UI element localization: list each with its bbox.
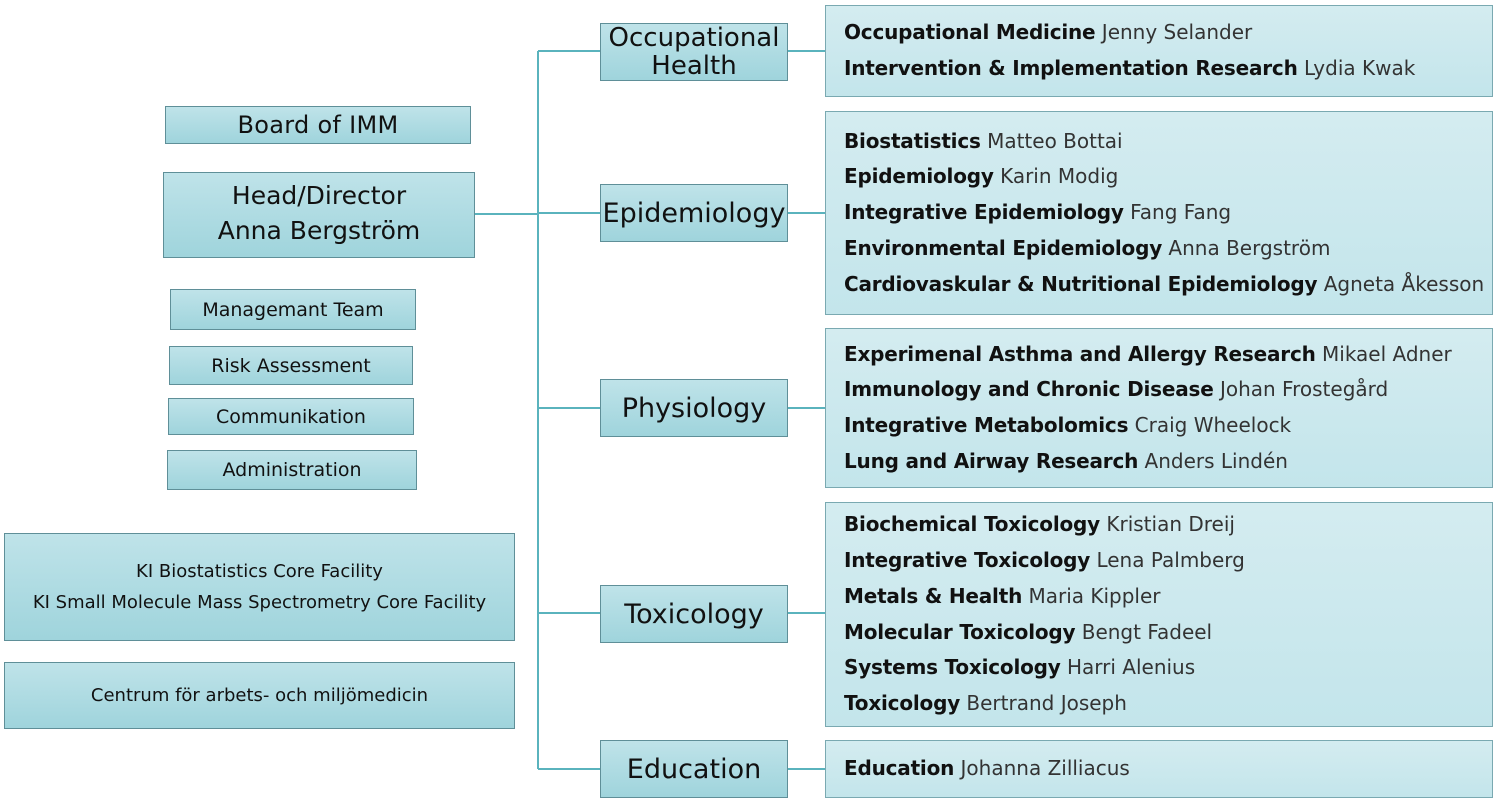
group-leader: Matteo Bottai — [987, 128, 1123, 153]
group-row — [844, 543, 1245, 579]
group-name: Occupational Medicine — [844, 20, 1096, 45]
group-leader: Anna Bergström — [1168, 235, 1331, 260]
group-leader: Harri Alenius — [1066, 655, 1196, 680]
group-row — [844, 372, 1388, 408]
group-name: Environmental Epidemiology — [844, 235, 1163, 260]
group-name: Integrative Toxicology — [844, 548, 1091, 573]
core-facility-label: KI Biostatistics Core Facility — [136, 561, 383, 582]
group-leader: Lydia Kwak — [1304, 56, 1416, 80]
department-epidemiology — [600, 184, 788, 242]
risk-assessment-box — [169, 346, 413, 385]
director-box — [163, 172, 475, 258]
group-row — [844, 231, 1330, 267]
management-team-label: Managemant Team — [202, 298, 384, 321]
group-row — [844, 195, 1231, 231]
department-label: Physiology — [621, 392, 767, 424]
groups-education — [825, 740, 1493, 798]
group-row — [844, 507, 1235, 543]
groups-occupational-health — [825, 5, 1493, 97]
department-label: Toxicology — [624, 598, 764, 630]
core-facility-label: KI Small Molecule Mass Spectrometry Core Facility — [32, 592, 487, 613]
group-leader: Johanna Zilliacus — [960, 756, 1130, 781]
group-row — [844, 267, 1484, 303]
group-leader: Mikael Adner — [1322, 341, 1452, 366]
group-row — [844, 579, 1161, 615]
group-name: Toxicology — [844, 690, 961, 715]
department-label-line: Occupational — [608, 23, 780, 53]
group-name: Lung and Airway Research — [844, 448, 1139, 473]
group-leader: Lena Palmberg — [1096, 548, 1245, 573]
group-name: Biostatistics — [844, 128, 981, 153]
group-name: Immunology and Chronic Disease — [844, 377, 1214, 402]
department-education — [600, 740, 788, 798]
group-row — [844, 15, 1252, 51]
group-row — [844, 650, 1195, 686]
group-leader: Jenny Selander — [1101, 20, 1253, 45]
group-leader: Johan Frostegård — [1219, 377, 1389, 402]
communication-label: Communikation — [216, 405, 366, 428]
group-name: Epidemiology — [844, 164, 994, 189]
groups-toxicology — [825, 502, 1493, 727]
group-name: Cardiovaskular & Nutritional Epidemiology — [844, 271, 1318, 296]
groups-epidemiology — [825, 111, 1493, 315]
group-leader: Anders Lindén — [1144, 448, 1288, 473]
group-row — [844, 159, 1118, 195]
group-leader: Fang Fang — [1130, 200, 1232, 225]
centrum-box — [4, 662, 515, 729]
management-team-box — [170, 289, 416, 330]
group-row — [844, 337, 1452, 373]
group-leader: Kristian Dreij — [1106, 512, 1235, 537]
department-label-line: Health — [651, 51, 737, 81]
group-name: Integrative Metabolomics — [844, 413, 1129, 437]
group-leader: Maria Kippler — [1028, 583, 1161, 608]
risk-assessment-label: Risk Assessment — [211, 354, 371, 377]
group-leader: Karin Modig — [1000, 164, 1119, 189]
department-label: Education — [626, 753, 762, 785]
group-row — [844, 444, 1288, 480]
group-row — [844, 686, 1127, 722]
director-name: Anna Bergström — [217, 216, 421, 245]
group-row — [844, 408, 1291, 444]
group-leader: Agneta Åkesson — [1323, 271, 1485, 296]
group-leader: Craig Wheelock — [1134, 413, 1292, 437]
department-physiology — [600, 379, 788, 437]
group-name: Intervention & Implementation Research — [844, 56, 1298, 80]
group-name: Molecular Toxicology — [844, 619, 1076, 644]
groups-physiology — [825, 328, 1493, 488]
board-box — [165, 106, 471, 144]
centrum-label: Centrum för arbets- och miljömedicin — [90, 685, 429, 706]
group-row — [844, 751, 1130, 787]
core-facilities-box — [4, 533, 515, 641]
group-row — [844, 51, 1415, 87]
group-name: Systems Toxicology — [844, 655, 1061, 680]
department-occupational-health — [600, 23, 788, 81]
group-row — [844, 615, 1212, 651]
group-name: Biochemical Toxicology — [844, 512, 1100, 537]
group-leader: Bengt Fadeel — [1081, 619, 1213, 644]
department-toxicology — [600, 585, 788, 643]
group-row — [844, 124, 1123, 160]
board-label: Board of IMM — [237, 111, 399, 139]
group-name: Experimenal Asthma and Allergy Research — [844, 341, 1316, 366]
group-name: Education — [844, 756, 955, 781]
department-label: Epidemiology — [602, 197, 786, 229]
administration-label: Administration — [222, 459, 362, 481]
group-name: Integrative Epidemiology — [844, 200, 1124, 225]
communication-box — [168, 398, 414, 435]
group-leader: Bertrand Joseph — [966, 690, 1127, 715]
administration-box — [167, 450, 417, 490]
group-name: Metals & Health — [844, 583, 1023, 608]
director-title: Head/Director — [231, 181, 407, 210]
